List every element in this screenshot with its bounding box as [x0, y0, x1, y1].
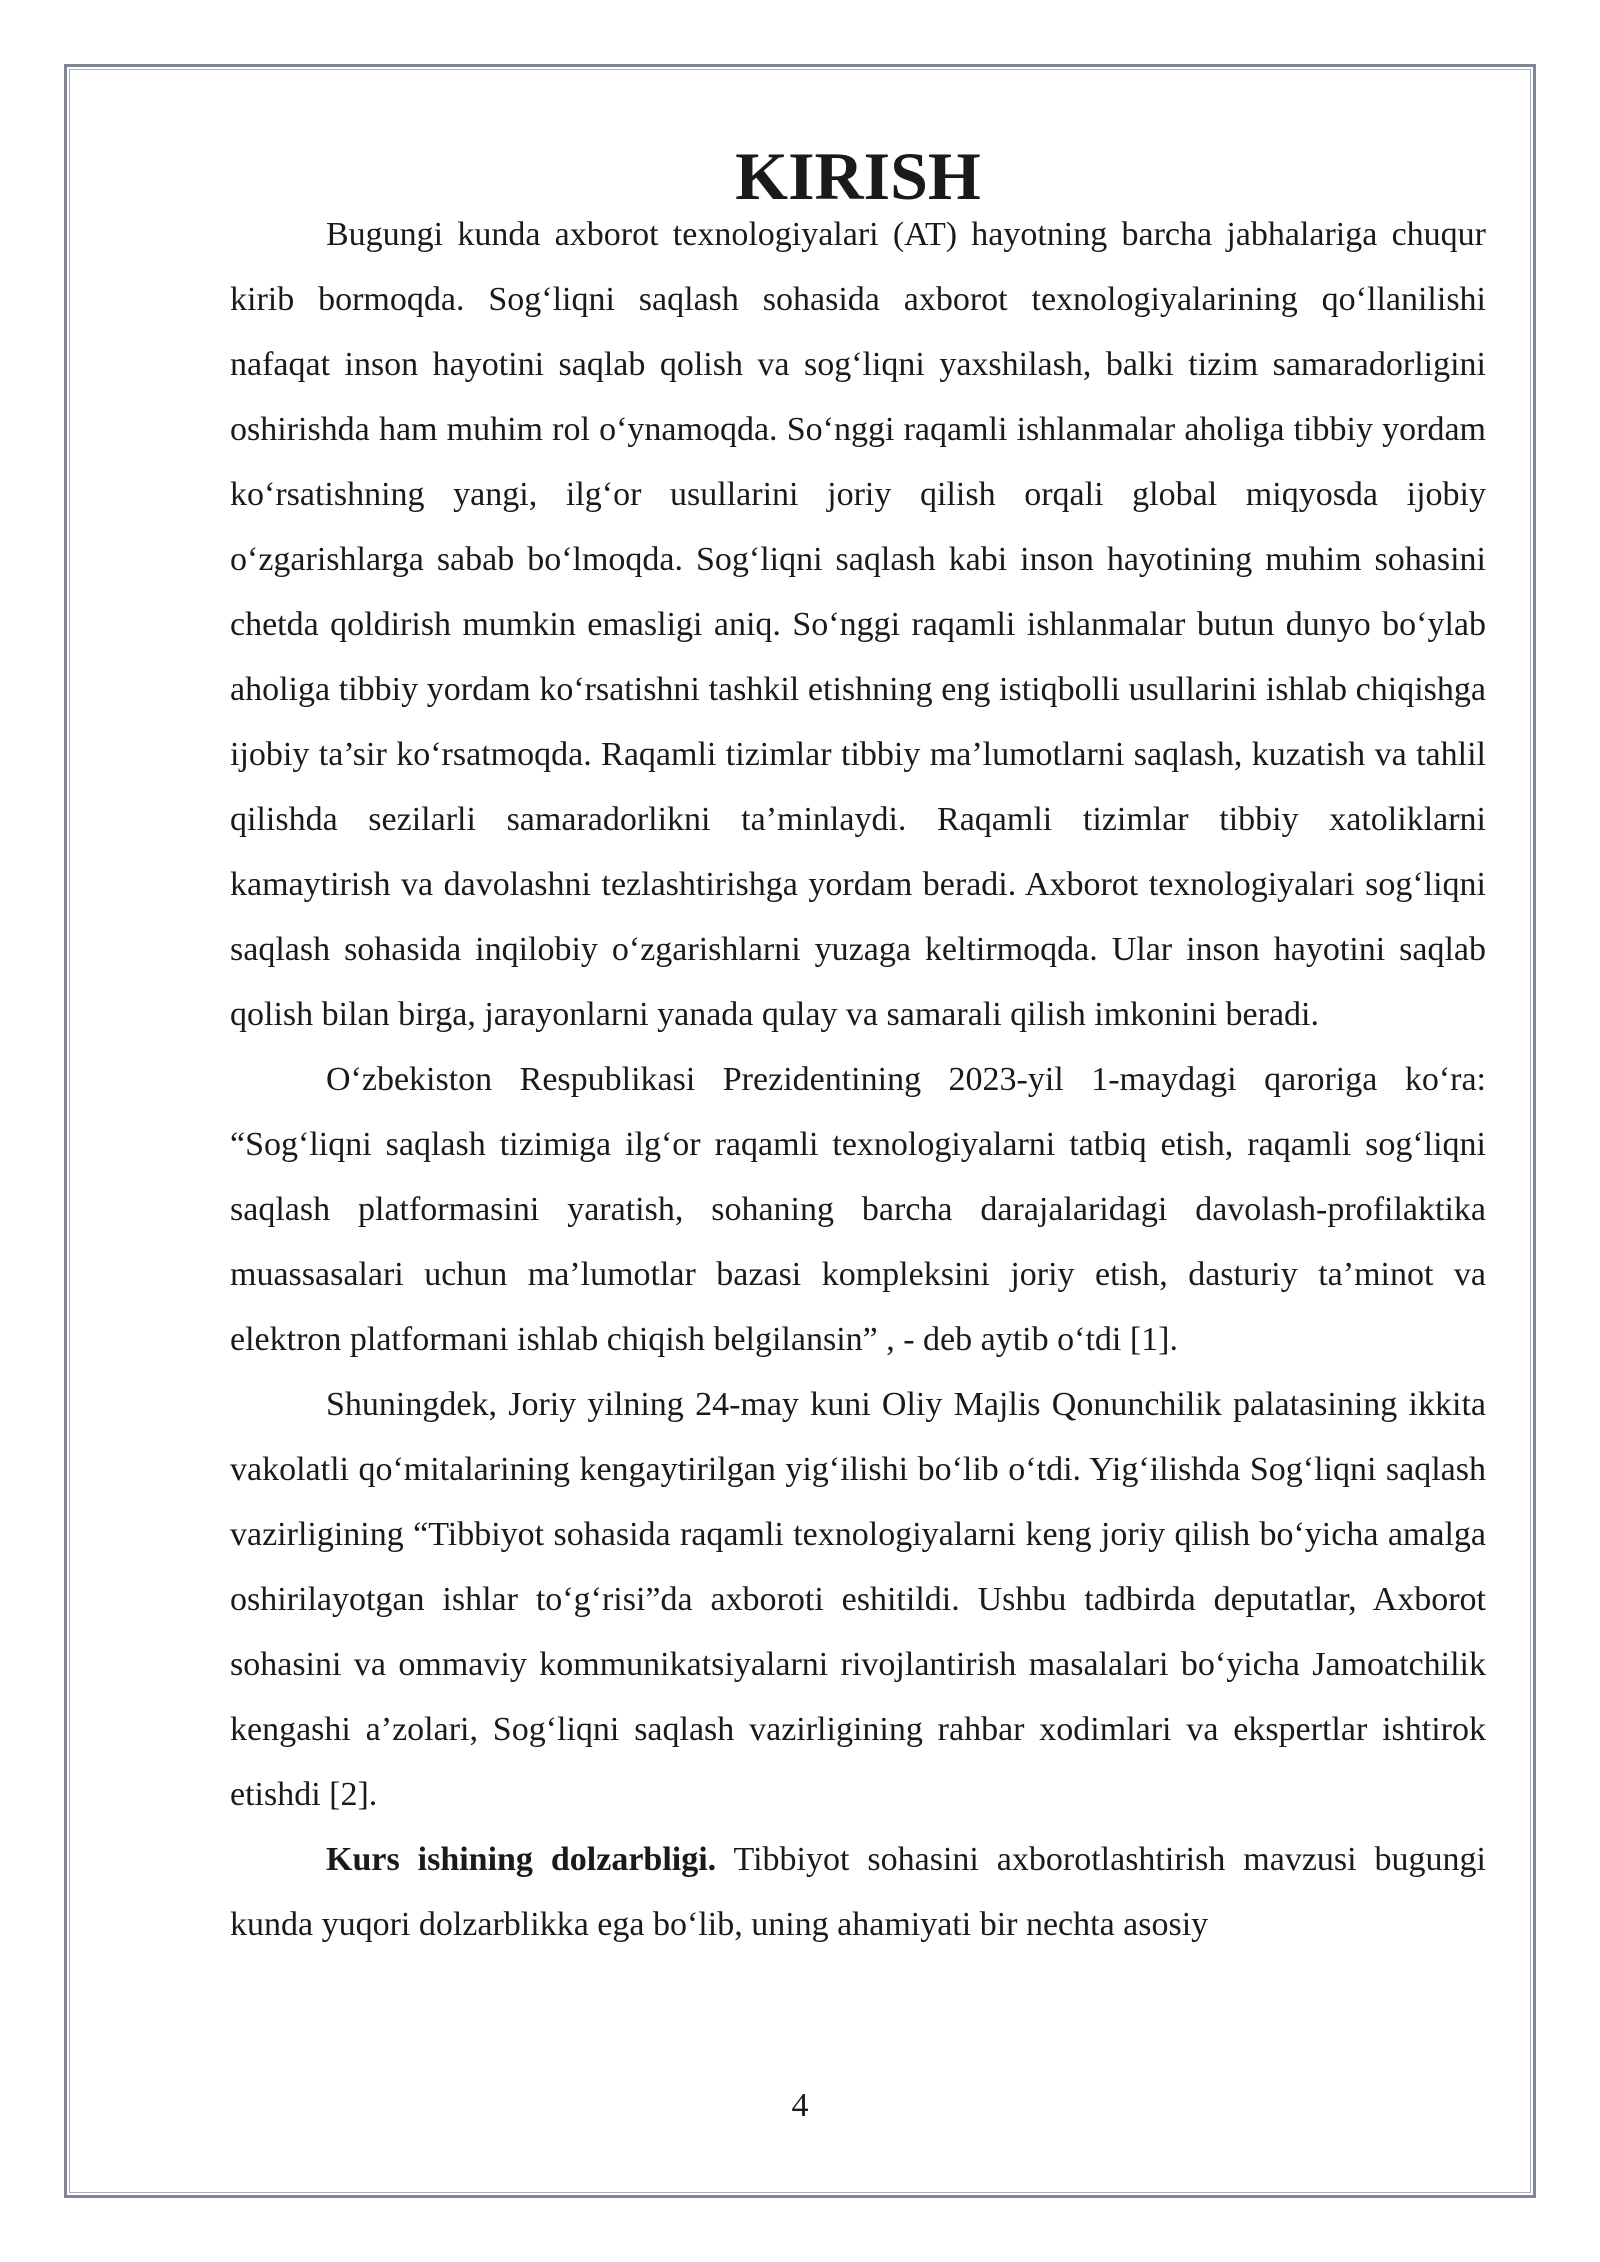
paragraph-president-decree: O‘zbekiston Respublikasi Prezidentining 2023-yil 1-maydagi qaroriga ko‘ra: “Sog‘liqni saqlash tizimiga ilg‘or raqamli texnologiyalarni tatbiq etish, raqamli sog‘liqni saqlash platformasini yaratish, sohaning barcha darajalaridagi davolash-profilaktika muassasalari uchun ma’lumotlar bazasi kompleksini joriy etish, dasturiy ta’minot va elektron platformani ishlab chiqish belgilansin” , - deb aytib o‘tdi [1]. — [230, 1061, 1486, 1358]
page-number: 4 — [791, 2087, 809, 2124]
paragraph-relevance — [230, 1827, 1486, 1957]
paragraph-intro: Bugungi kunda axborot texnologiyalari (AT) hayotning barcha jabhalariga chuqur kirib bormoqda. Sog‘liqni saqlash sohasida axborot texnologiyalarining qo‘llanilishi nafaqat inson hayotini saqlab qolish va sog‘liqni yaxshilash, balki tizim samaradorligini oshirishda ham muhim rol o‘ynamoqda. So‘nggi raqamli ishlanmalar aholiga tibbiy yordam ko‘rsatishning yangi, ilg‘or usullarini joriy qilish orqali global miqyosda ijobiy o‘zgarishlarga sabab bo‘lmoqda. Sog‘liqni saqlash kabi inson hayotining muhim sohasini chetda qoldirish mumkin emasligi aniq. So‘nggi raqamli ishlanmalar butun dunyo bo‘ylab aholiga tibbiy yordam ko‘rsatishni tashkil etishning eng istiqbolli usullarini ishlab chiqishga ijobiy ta’sir ko‘rsatmoqda. Raqamli tizimlar tibbiy ma’lumotlarni saqlash, kuzatish va tahlil qilishda sezilarli samaradorlikni ta’minlaydi. Raqamli tizimlar tibbiy xatoliklarni kamaytirish va davolashni tezlashtirishga yordam beradi. Axborot texnologiyalari sog‘liqni saqlash sohasida inqilobiy o‘zgarishlarni yuzaga keltirmoqda. Ular inson hayotini saqlab qolish bilan birga, jarayonlarni yanada qulay va samarali qilish imkonini beradi. — [230, 216, 1486, 1033]
paragraph-parliament-meeting: Shuningdek, Joriy yilning 24-may kuni Oliy Majlis Qonunchilik palatasining ikkita vakolatli qo‘mitalarining kengaytirilgan yig‘ilishi bo‘lib o‘tdi. Yig‘ilishda Sog‘liqni saqlash vazirligining “Tibbiyot sohasida raqamli texnologiyalarni keng joriy qilish bo‘yicha amalga oshirilayotgan ishlar to‘g‘risi”da axboroti eshitildi. Ushbu tadbirda deputatlar, Axborot sohasini va ommaviy kommunikatsiyalarni rivojlantirish masalalari bo‘yicha Jamoatchilik kengashi a’zolari, Sog‘liqni saqlash vazirligining rahbar xodimlari va ekspertlar ishtirok etishdi [2]. — [230, 1386, 1486, 1813]
section-title: KIRISH — [735, 138, 981, 214]
relevance-text: Tibbiyot sohasini axborotlashtirish mavzusi bugungi kunda yuqori dolzarblikka ega bo‘lib, uning ahamiyati bir nechta asosiy — [230, 1841, 1486, 1943]
document-body — [230, 138, 1486, 1957]
relevance-heading: Kurs ishining dolzarbligi. — [326, 1841, 717, 1878]
